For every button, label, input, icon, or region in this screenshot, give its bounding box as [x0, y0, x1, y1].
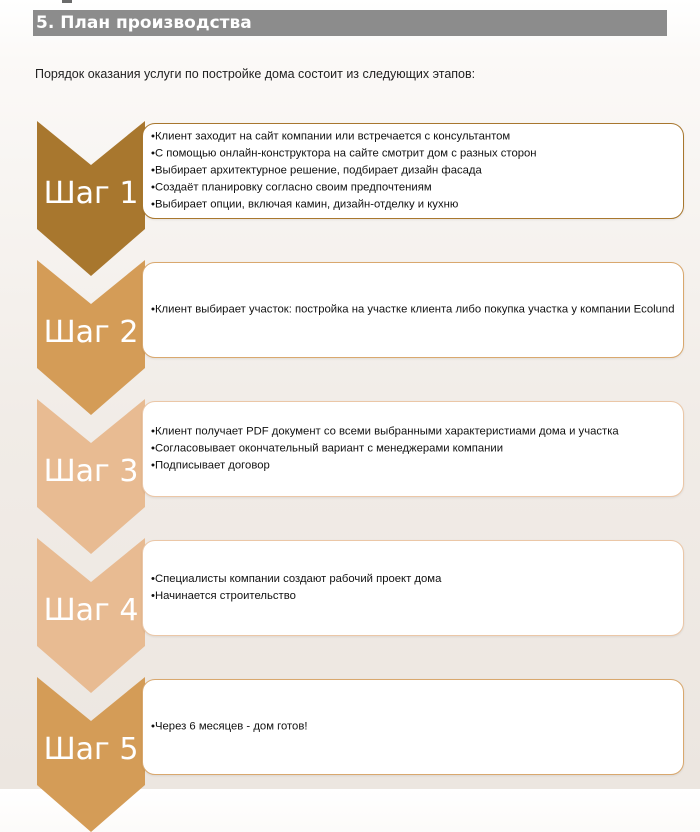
step-4: [0, 538, 700, 693]
intro-text: Порядок оказания услуги по постройке дома состоит из следующих этапов:: [35, 67, 476, 81]
step-4-label: Шаг 4: [43, 593, 139, 628]
step-3-bullet-list: [151, 424, 677, 475]
step-4-card: [142, 540, 684, 636]
step-3-card: [142, 401, 684, 497]
step-2-bullet-list: [151, 302, 677, 319]
step-1-label: Шаг 1: [43, 176, 139, 211]
step-1-card: [142, 123, 684, 219]
step-2-card: [142, 262, 684, 358]
top-edge-mark: [62, 0, 72, 3]
step-5: [0, 677, 700, 832]
step-4-bullet-list: [151, 571, 677, 605]
section-title: 5. План производства: [33, 10, 667, 36]
step-4-bullet-item: • Специалисты компании создают рабочий проект дома: [151, 571, 677, 588]
step-2-label: Шаг 2: [43, 315, 139, 350]
step-2: [0, 260, 700, 415]
step-1: [0, 121, 700, 276]
step-3-label: Шаг 3: [43, 454, 139, 489]
step-4-bullet-item: • Начинается строительство: [151, 588, 677, 605]
step-2-bullet-item: • Клиент выбирает участок: постройка на участке клиента либо покупка участка у компании Ecolund: [151, 302, 677, 319]
step-3: [0, 399, 700, 554]
step-5-bullet-item: • Через 6 месяцев - дом готов!: [151, 719, 677, 736]
step-3-bullet-item: • Подписывает договор: [151, 458, 677, 475]
step-5-bullet-list: [151, 719, 677, 736]
step-3-bullet-item: • Согласовывает окончательный вариант с менеджерами компании: [151, 441, 677, 458]
step-1-bullet-item: • Выбирает архитектурное решение, подбирает дизайн фасада: [151, 163, 677, 180]
step-1-bullet-list: [151, 129, 677, 214]
step-1-bullet-item: • Создаёт планировку согласно своим предпочтениям: [151, 180, 677, 197]
step-1-bullet-item: • Выбирает опции, включая камин, дизайн-отделку и кухню: [151, 197, 677, 214]
step-5-label: Шаг 5: [43, 732, 139, 767]
step-3-bullet-item: • Клиент получает PDF документ со всеми выбранными характеристиами дома и участка: [151, 424, 677, 441]
step-5-card: [142, 679, 684, 775]
step-1-bullet-item: • Клиент заходит на сайт компании или встречается с консультантом: [151, 129, 677, 146]
step-1-bullet-item: • С помощью онлайн-конструктора на сайте смотрит дом с разных сторон: [151, 146, 677, 163]
